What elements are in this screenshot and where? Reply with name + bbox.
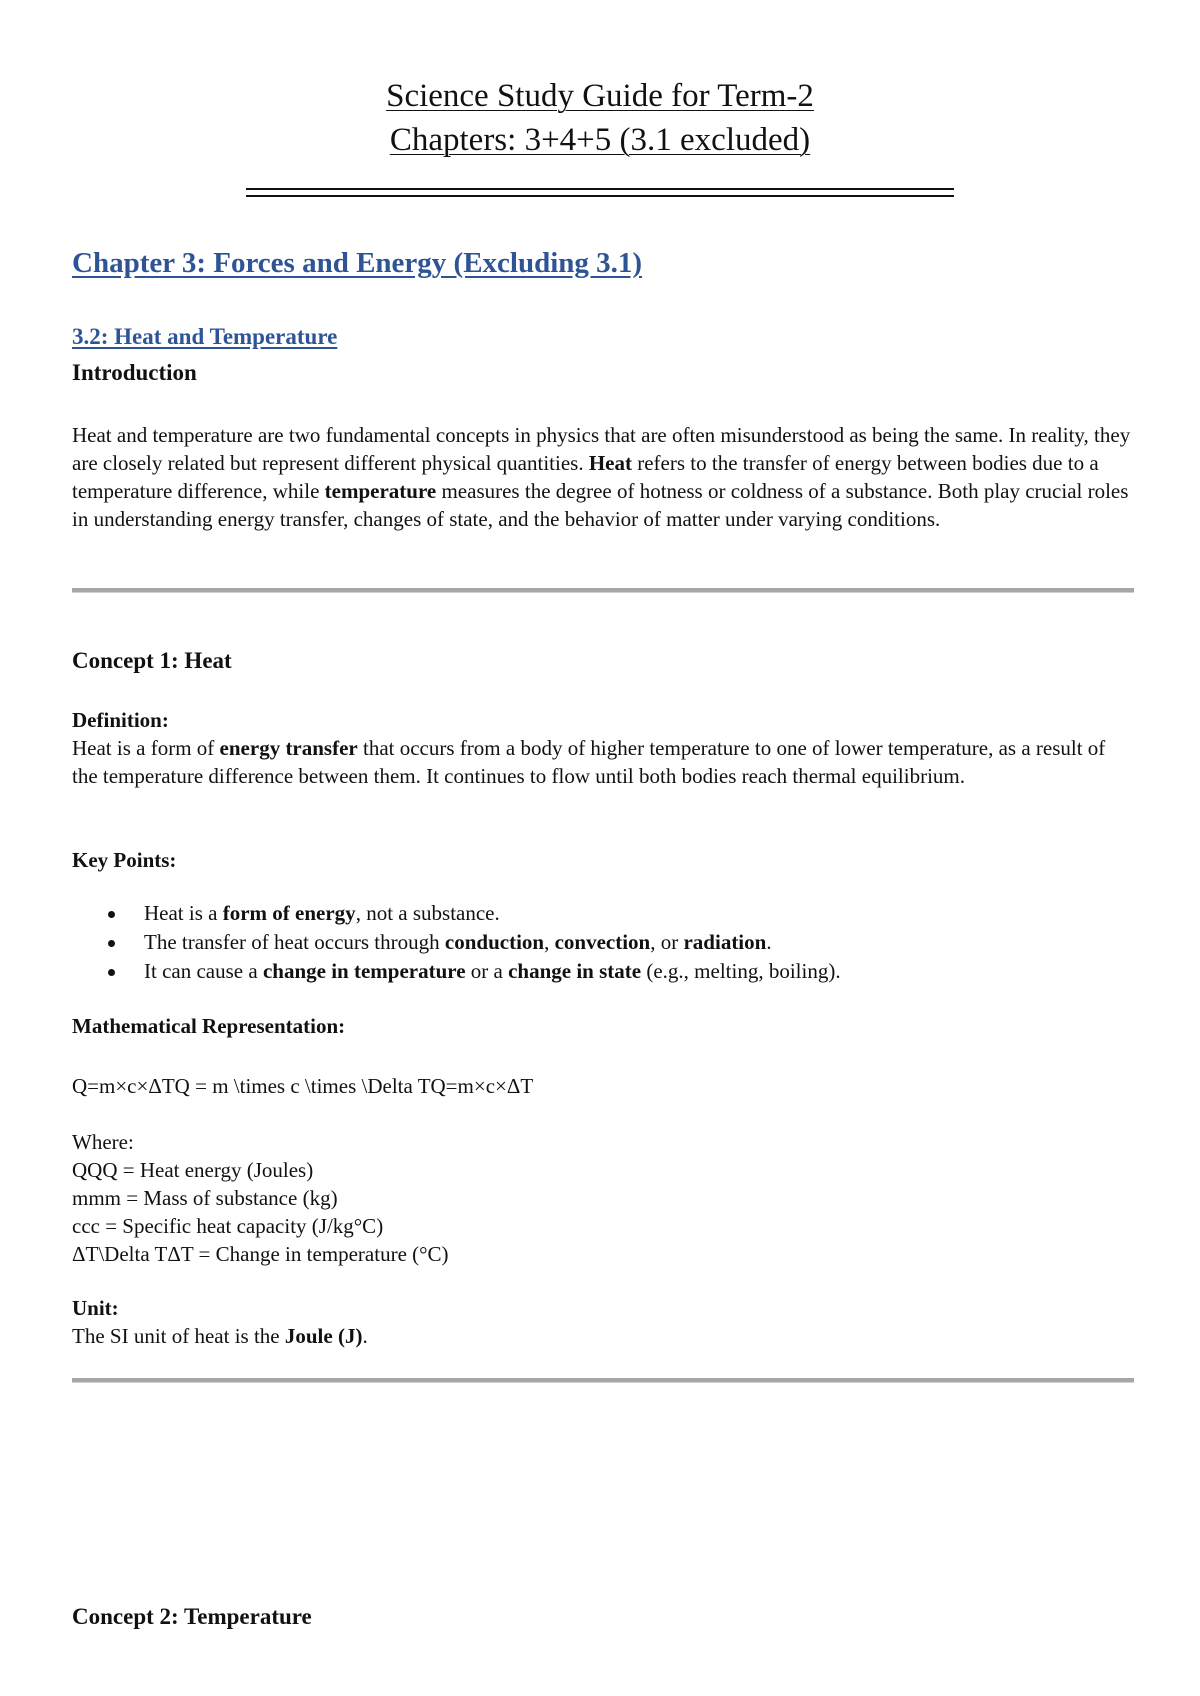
unit-paragraph: The SI unit of heat is the Joule (J). (72, 1324, 368, 1348)
list-item: Heat is a form of energy, not a substance. (72, 899, 841, 928)
heat-formula: Q=m×c×ΔTQ = m \times c \times \Delta TQ=m×c×ΔT (72, 1074, 534, 1098)
definition-paragraph: Heat is a form of energy transfer that occurs from a body of higher temperature to one of lower temperature, as a result of the temperature difference between them. It continues to flow until both bodies reach thermal equilibrium. (72, 736, 1106, 788)
variable-q: QQQ = Heat energy (Joules) (72, 1158, 314, 1182)
variable-m: mmm = Mass of substance (kg) (72, 1186, 338, 1210)
title-double-underline (246, 188, 954, 197)
variable-c: ccc = Specific heat capacity (J/kg°C) (72, 1214, 384, 1238)
unit-label: Unit: (72, 1296, 119, 1320)
list-item: It can cause a change in temperature or a change in state (e.g., melting, boiling). (72, 957, 841, 986)
chapter-heading: Chapter 3: Forces and Energy (Excluding 3.1) (72, 247, 643, 279)
math-representation-label: Mathematical Representation: (72, 1014, 346, 1038)
list-item: The transfer of heat occurs through conduction, convection, or radiation. (72, 928, 841, 957)
doc-title-line1: Science Study Guide for Term-2 (386, 78, 814, 114)
doc-title-line2: Chapters: 3+4+5 (3.1 excluded) (389, 122, 811, 158)
variable-delta-t: ΔT\Delta TΔT = Change in temperature (°C) (72, 1242, 449, 1266)
bullet-icon (108, 940, 115, 947)
keypoints-list (72, 899, 841, 986)
where-label: Where: (72, 1130, 134, 1154)
definition-label: Definition: (72, 708, 169, 732)
bullet-icon (108, 969, 115, 976)
section-heading: 3.2: Heat and Temperature (72, 324, 338, 349)
introduction-paragraph: Heat and temperature are two fundamental concepts in physics that are often misunderstood as being the same. In reality, they are closely related but represent different physical quantities. Heat refers to the transfer of energy between bodies due to a temperature difference, while temperature measures the degree of hotness or coldness of a substance. Both play crucial roles in understanding energy transfer, changes of state, and the behavior of matter under varying conditions. (72, 423, 1131, 531)
variables-block (72, 1128, 1132, 1268)
keypoints-label: Key Points: (72, 848, 177, 872)
concept1-heading: Concept 1: Heat (72, 648, 232, 673)
introduction-heading: Introduction (72, 360, 197, 385)
horizontal-rule (72, 1378, 1134, 1383)
concept2-heading: Concept 2: Temperature (72, 1604, 312, 1629)
horizontal-rule (72, 588, 1134, 593)
bullet-icon (108, 911, 115, 918)
